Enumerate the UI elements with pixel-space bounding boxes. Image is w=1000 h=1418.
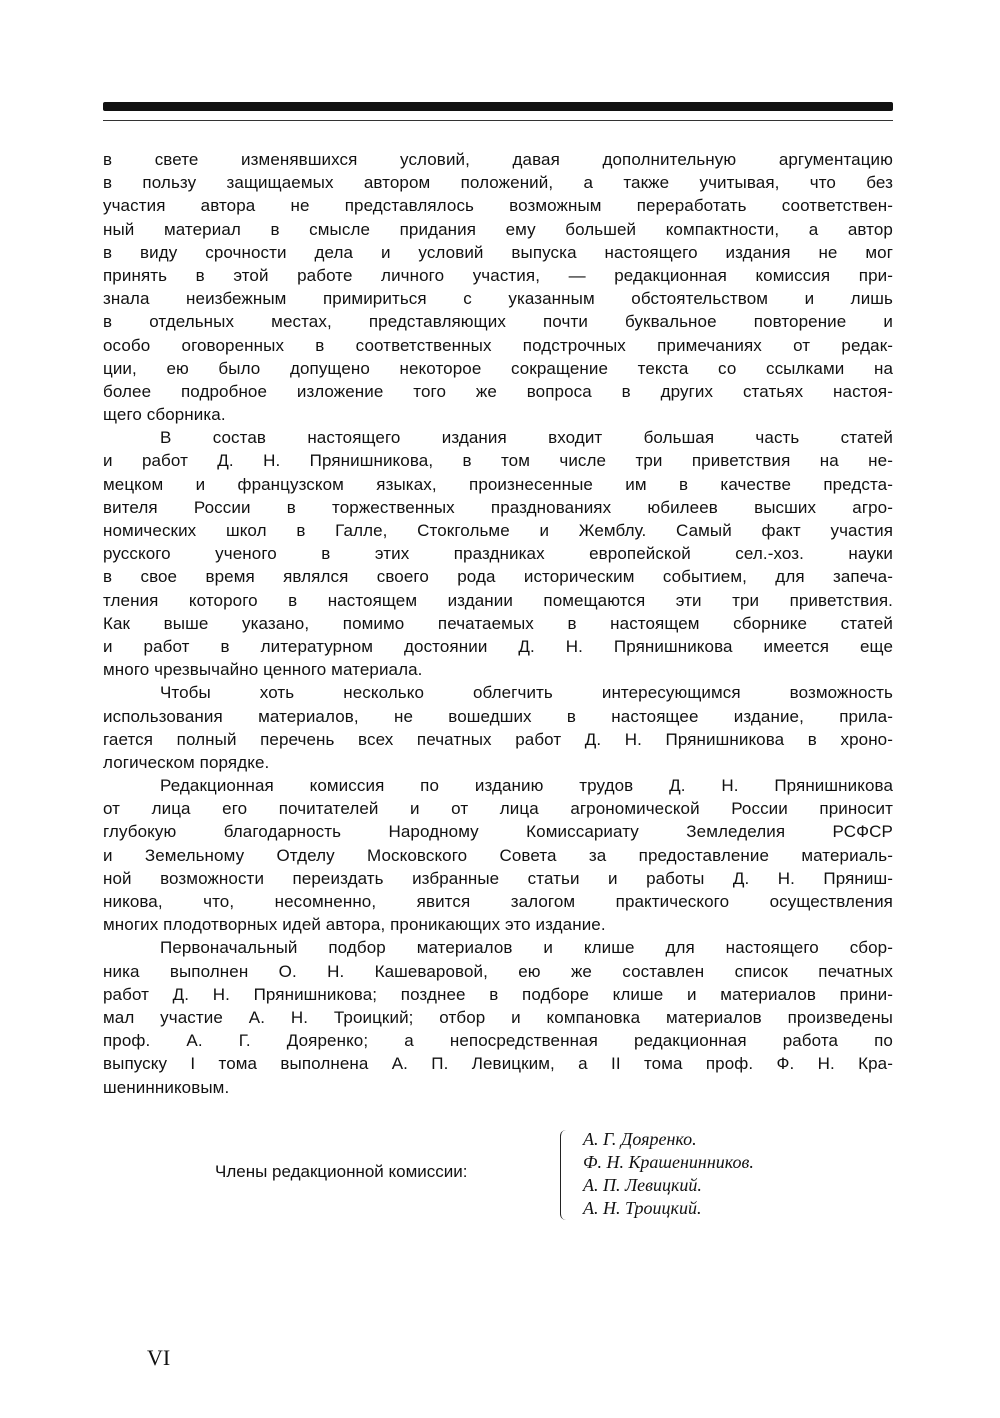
text-line: номических школ в Галле, Стокгольме и Жемблу. Самый факт участия bbox=[103, 521, 893, 540]
text-line: проф. А. Г. Дояренко; а непосредственная редакционная работа по bbox=[103, 1031, 893, 1051]
paragraph bbox=[103, 426, 893, 681]
text-line: в виду срочности дела и условий выпуска настоящего издания не мог bbox=[103, 242, 893, 262]
text-line: Чтобы хоть несколько облегчить интересующимся возможность bbox=[160, 683, 893, 703]
signature-names bbox=[583, 1128, 754, 1220]
text-line: знала неизбежным примириться с указанным обстоятельством и лишь bbox=[103, 289, 893, 309]
text-line: ный материал в смысле придания ему большей компактности, а автор bbox=[103, 219, 893, 239]
text-line: и работ Д. Н. Прянишникова, в том числе три приветствия на не- bbox=[103, 451, 893, 471]
brace bbox=[560, 1130, 571, 1220]
text-line: мал участие А. Н. Троицкий; отбор и компановка материалов произведены bbox=[103, 1007, 893, 1027]
paragraph bbox=[103, 148, 893, 426]
text-line: мецком и французском языках, произнесенные им в качестве предста- bbox=[103, 474, 893, 494]
text-line: вителя России в торжественных празднованиях юбилеев высших агро- bbox=[103, 497, 893, 517]
member-name: Ф. Н. Крашенинников. bbox=[583, 1152, 754, 1172]
member-name: А. Н. Троицкий. bbox=[583, 1198, 702, 1218]
text-line: ции, ею было допущено некоторое сокращение текста со ссылками на bbox=[103, 358, 893, 378]
text-line: в свое время являлся своего рода историческим событием, для запеча- bbox=[103, 567, 893, 587]
text-line: щего сборника. bbox=[103, 405, 226, 425]
page-number: VI bbox=[147, 1345, 171, 1370]
text-line: особо оговоренных в соответственных подстрочных примечаниях от редак- bbox=[103, 335, 893, 355]
text-line: глубокую благодарность Народному Комиссариату Земледелия РСФСР bbox=[103, 822, 893, 842]
text-line: гается полный перечень всех печатных работ Д. Н. Прянишникова в хроно- bbox=[103, 729, 893, 749]
text-line: и Земельному Отделу Московского Совета за предоставление материаль- bbox=[103, 845, 893, 865]
text-line: ной возможности переиздать избранные статьи и работы Д. Н. Пряниш- bbox=[103, 868, 893, 888]
text-line: участия автора не представлялось возможным переработать соответствен- bbox=[103, 196, 893, 216]
member-name: А. П. Левицкий. bbox=[583, 1175, 702, 1195]
header-rule-thick bbox=[103, 102, 893, 111]
text-line: Как выше указано, помимо печатаемых в настоящем сборнике статей bbox=[103, 613, 893, 633]
header-rule-thin bbox=[103, 120, 893, 121]
text-line: много чрезвычайно ценного материала. bbox=[103, 660, 423, 680]
paragraph bbox=[103, 936, 893, 1098]
text-line: выпуску I тома выполнена А. П. Левицким, а II тома проф. Ф. Н. Кра- bbox=[103, 1054, 893, 1074]
signature-label: Члены редакционной комиссии: bbox=[215, 1162, 468, 1181]
text-line: многих плодотворных идей автора, проникающих это издание. bbox=[103, 915, 606, 935]
paragraph bbox=[103, 774, 893, 936]
text-line: от лица его почитателей и от лица агрономической России приносит bbox=[103, 799, 893, 819]
text-line: и работ в литературном достоянии Д. Н. Прянишникова имеется еще bbox=[103, 636, 893, 656]
member-name: А. Г. Дояренко. bbox=[583, 1129, 697, 1149]
text-line: тления которого в настоящем издании помещаются эти три приветствия. bbox=[103, 590, 893, 610]
text-line: в отдельных местах, представляющих почти буквальное повторение и bbox=[103, 312, 893, 332]
text-line: ника выполнен О. Н. Кашеваровой, ею же составлен список печатных bbox=[103, 961, 893, 981]
text-line: Первоначальный подбор материалов и клише для настоящего сбор- bbox=[160, 938, 893, 958]
body-text bbox=[103, 148, 893, 1099]
text-line: шенинниковым. bbox=[103, 1077, 230, 1097]
text-line: никова, что, несомненно, явится залогом практического осуществления bbox=[103, 892, 893, 911]
text-line: русского ученого в этих праздниках европейской сел.-хоз. науки bbox=[103, 544, 893, 564]
text-line: Редакционная комиссия по изданию трудов Д. Н. Прянишникова bbox=[160, 776, 893, 796]
text-line: в пользу защищаемых автором положений, а также учитывая, что без bbox=[103, 173, 893, 193]
text-line: принять в этой работе личного участия, — редакционная комиссия при- bbox=[103, 265, 893, 285]
text-line: использования материалов, не вошедших в настоящее издание, прила- bbox=[103, 706, 893, 726]
text-line: более подробное изложение того же вопроса в других статьях настоя- bbox=[103, 381, 893, 401]
text-line: В состав настоящего издания входит большая часть статей bbox=[160, 428, 893, 448]
signature-block bbox=[215, 1128, 855, 1223]
paragraph bbox=[103, 681, 893, 774]
text-line: в свете изменявшихся условий, давая дополнительную аргументацию bbox=[103, 150, 893, 169]
text-line: логическом порядке. bbox=[103, 752, 270, 772]
text-line: работ Д. Н. Прянишникова; позднее в подборе клише и материалов прини- bbox=[103, 984, 893, 1004]
